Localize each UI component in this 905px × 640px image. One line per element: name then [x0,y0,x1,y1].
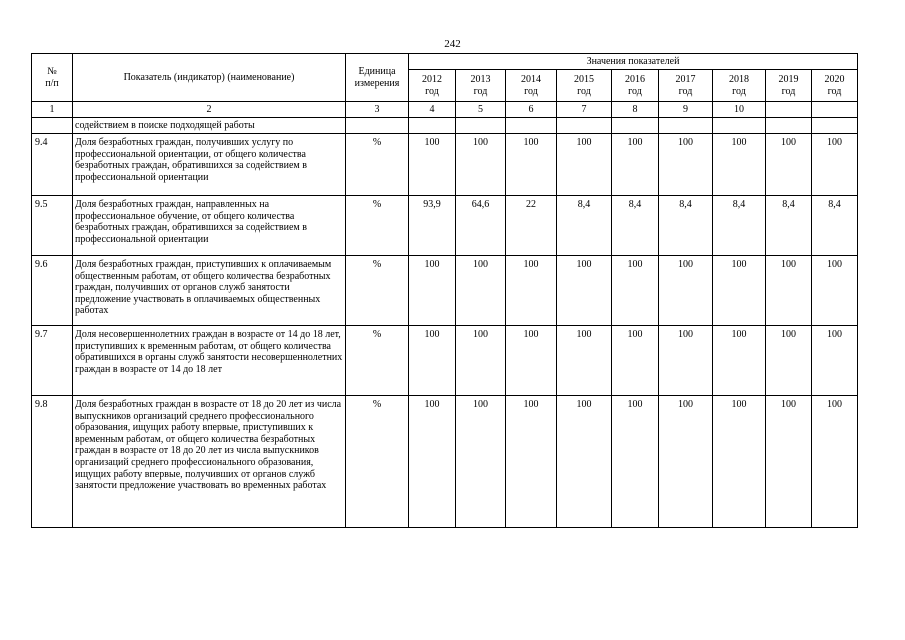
header-values-group: Значения показателей [409,54,858,70]
continuation-text: содействием в поиске подходящей работы [73,118,346,134]
value-cell: 100 [659,396,713,528]
value-cell: 93,9 [409,196,456,256]
value-cell: 100 [456,256,506,326]
unit-cell: % [346,256,409,326]
value-cell: 100 [456,326,506,396]
value-cell: 100 [766,134,812,196]
value-cell: 100 [713,134,766,196]
value-cell: 100 [612,256,659,326]
column-number: 7 [557,102,612,118]
column-number: 4 [409,102,456,118]
row-number: 9.8 [32,396,73,528]
row-number: 9.5 [32,196,73,256]
unit-cell: % [346,196,409,256]
value-cell: 100 [409,134,456,196]
column-number: 10 [713,102,766,118]
column-number: 6 [506,102,557,118]
row-number: 9.6 [32,256,73,326]
value-cell: 100 [659,326,713,396]
indicator-name: Доля несовершеннолетних граждан в возрасте от 14 до 18 лет, приступивших к временным работам, от общего количества обратившихся в органы служб занятости несовершеннолетних граждан в возрасте от 14 до 18 лет [73,326,346,396]
header-no: № п/п [32,54,73,102]
column-number: 3 [346,102,409,118]
value-cell: 64,6 [456,196,506,256]
table-row [32,196,858,256]
header-indicator-name: Показатель (индикатор) (наименование) [73,54,346,102]
indicator-name: Доля безработных граждан в возрасте от 18 до 20 лет из числа выпускников организаций среднего профессионального образования, ищущих работу впервые, приступивших к временным работам, от общего количества безработных граждан в возрасте от 18 до 20 лет из числа выпускников организаций среднего профессионального образования, ищущих работу впервые, получивших от органов служб занятости предложение участвовать во временных работах [73,396,346,528]
column-number: 9 [659,102,713,118]
header-year: 2015 год [557,70,612,102]
unit-cell: % [346,134,409,196]
value-cell: 100 [766,326,812,396]
value-cell: 100 [456,134,506,196]
column-number [766,102,812,118]
table-row [32,134,858,196]
continuation-row [32,118,858,134]
value-cell: 100 [612,396,659,528]
header-year: 2014 год [506,70,557,102]
column-number: 5 [456,102,506,118]
value-cell: 8,4 [812,196,858,256]
indicators-table [31,53,858,528]
value-cell: 100 [659,256,713,326]
header-year: 2020 год [812,70,858,102]
value-cell: 100 [713,256,766,326]
value-cell: 100 [409,396,456,528]
value-cell: 100 [612,134,659,196]
value-cell: 100 [766,396,812,528]
value-cell: 22 [506,196,557,256]
column-number [812,102,858,118]
row-number: 9.7 [32,326,73,396]
column-number: 1 [32,102,73,118]
value-cell: 100 [456,396,506,528]
value-cell: 100 [557,134,612,196]
header-year: 2012 год [409,70,456,102]
value-cell: 100 [409,326,456,396]
value-cell: 100 [557,256,612,326]
page-number: 242 [444,38,461,50]
column-number: 8 [612,102,659,118]
indicator-name: Доля безработных граждан, приступивших к оплачиваемым общественным работам, от общего количества безработных граждан, получивших от органов служб занятости предложение участвовать в оплачиваемых общественных работах [73,256,346,326]
header-year: 2018 год [713,70,766,102]
value-cell: 100 [506,256,557,326]
value-cell: 100 [812,134,858,196]
table-row [32,396,858,528]
value-cell: 8,4 [612,196,659,256]
value-cell: 8,4 [659,196,713,256]
value-cell: 100 [812,326,858,396]
value-cell: 100 [812,396,858,528]
value-cell: 8,4 [766,196,812,256]
value-cell: 100 [506,326,557,396]
indicator-name: Доля безработных граждан, получивших услугу по профессиональной ориентации, от общего количества безработных граждан, обратившихся за содействием в профессиональной ориентации [73,134,346,196]
header-year: 2013 год [456,70,506,102]
value-cell: 100 [409,256,456,326]
value-cell: 100 [713,326,766,396]
value-cell: 100 [506,134,557,196]
value-cell: 8,4 [713,196,766,256]
header-unit: Единица измерения [346,54,409,102]
table-row [32,256,858,326]
value-cell: 100 [659,134,713,196]
value-cell: 100 [557,326,612,396]
value-cell: 100 [812,256,858,326]
column-number: 2 [73,102,346,118]
indicator-name: Доля безработных граждан, направленных на профессиональное обучение, от общего количества безработных граждан, обратившихся за содействием в профессиональной ориентации [73,196,346,256]
value-cell: 100 [766,256,812,326]
value-cell: 100 [506,396,557,528]
value-cell: 100 [612,326,659,396]
value-cell: 100 [557,396,612,528]
value-cell: 8,4 [557,196,612,256]
header-year: 2019 год [766,70,812,102]
unit-cell: % [346,396,409,528]
table-row [32,326,858,396]
unit-cell: % [346,326,409,396]
value-cell: 100 [713,396,766,528]
header-year: 2017 год [659,70,713,102]
row-number: 9.4 [32,134,73,196]
header-year: 2016 год [612,70,659,102]
